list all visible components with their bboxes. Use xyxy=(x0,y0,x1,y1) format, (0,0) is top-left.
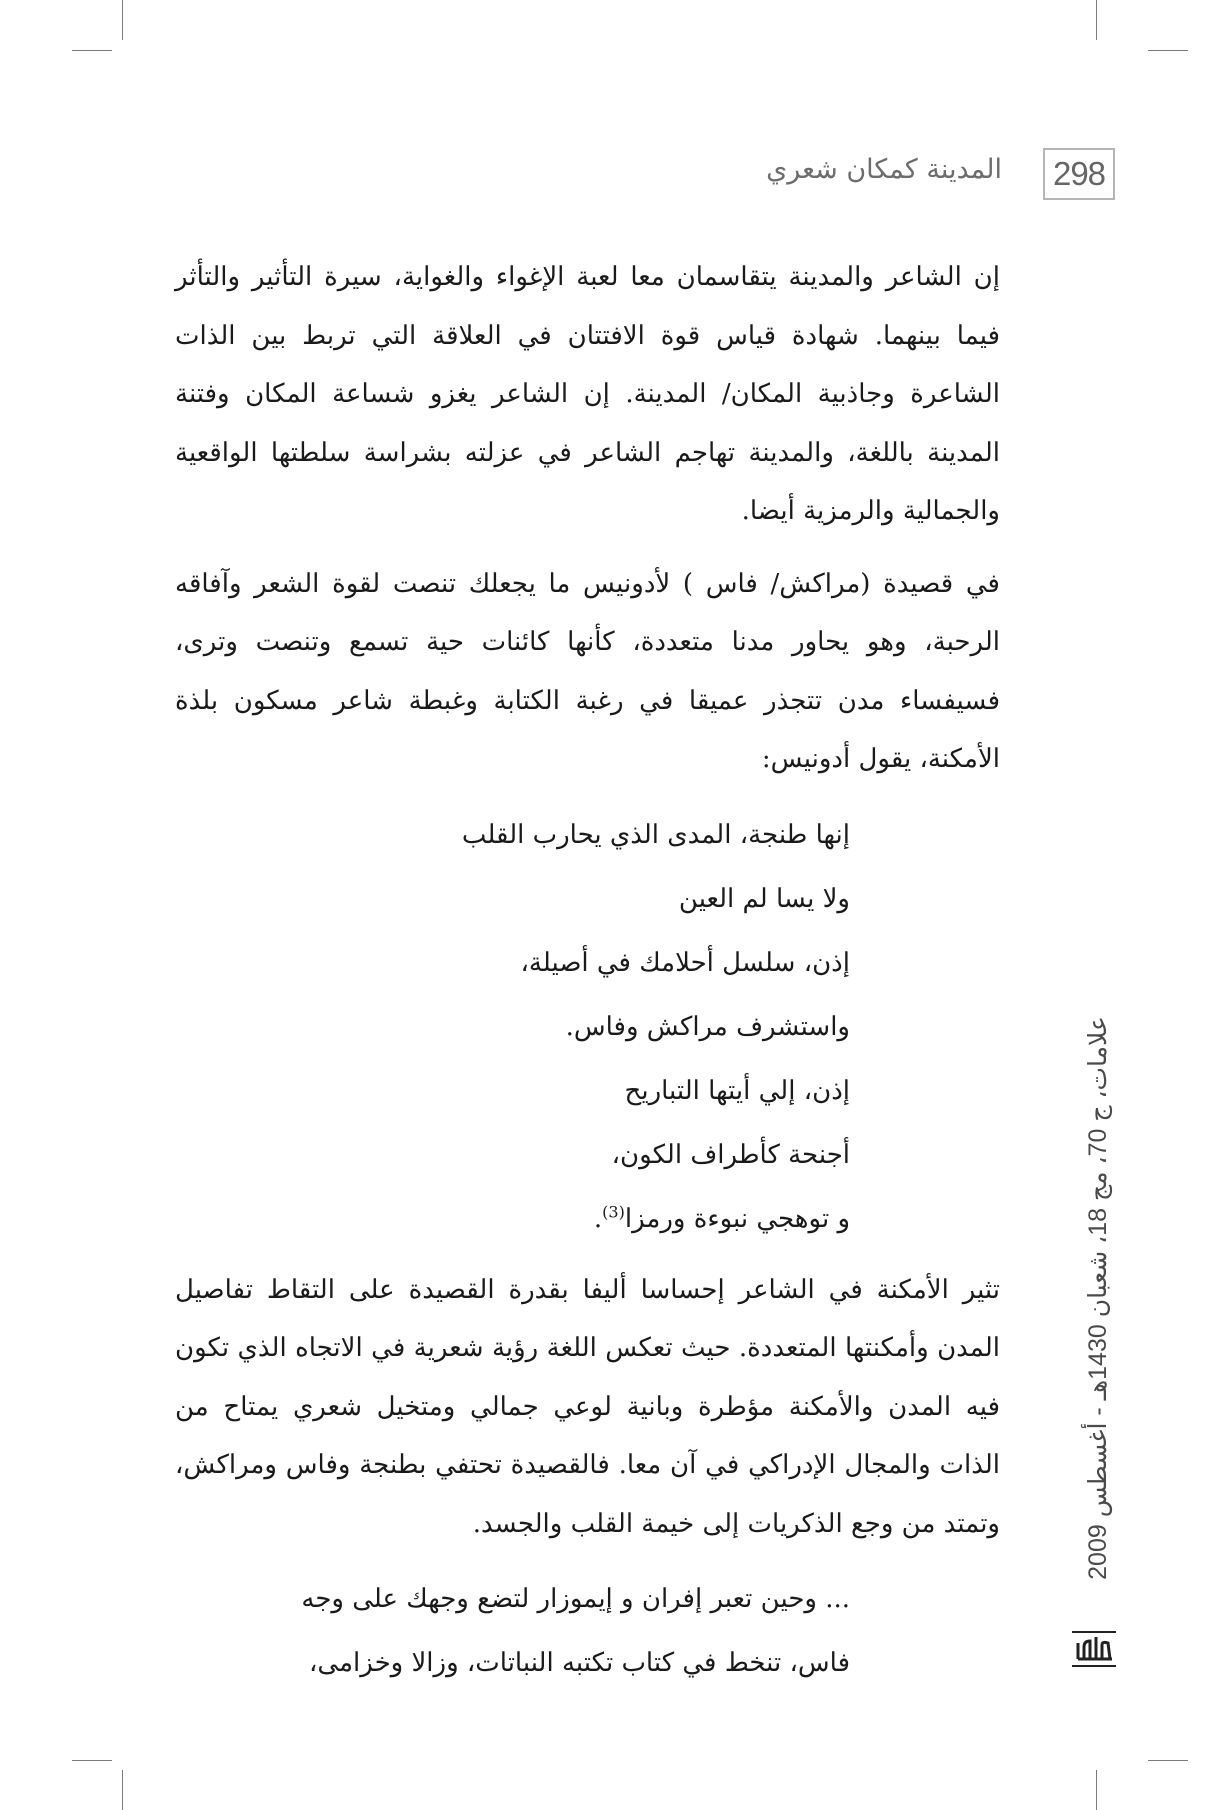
verse-line: ولا يسا لم العين xyxy=(678,883,850,914)
poem-excerpt-1 xyxy=(175,803,1000,1251)
running-title: المدينة كمكان شعري xyxy=(766,154,1002,185)
crop-mark xyxy=(72,1760,112,1761)
verse-line: إذن، سلسل أحلامك في أصيلة، xyxy=(520,947,850,978)
journal-citation: علامات، ج 70، مج 18، شعبان 1430هـ - أغسطس 2009 xyxy=(1084,1015,1113,1580)
verse-text: و توهجي نبوءة ورمزا xyxy=(624,1203,850,1234)
verse-line: واستشرف مراكش وفاس. xyxy=(565,1011,850,1042)
paragraph-2: في قصيدة (مراكش/ فاس ) لأدونيس ما يجعلك تنصت لقوة الشعر وآفاقه الرحبة، وهو يحاور مدنا متعددة، كأنها كائنات حية تسمع وتنصت وترى، فسيفساء مدن تتجذر عميقا في رغبة الكتابة وغبطة شاعر مسكون بلذة الأمكنة، يقول أدونيس: xyxy=(175,568,1000,774)
verse-line-last xyxy=(175,1187,850,1251)
verse-end-punct: . xyxy=(593,1203,603,1234)
paragraph-1: إن الشاعر والمدينة يتقاسمان معا لعبة الإغواء والغواية، سيرة التأثير والتأثر فيما بينهما. شهادة قياس قوة الافتتان في العلاقة التي تربط بين الذات الشاعرة وجاذبية المكان/ المدينة. إن الشاعر يغزو شساعة المكان وفتنة المدينة باللغة، والمدينة تهاجم الشاعر في عزلته بشراسة سلطتها الواقعية والجمالية والرمزية أيضا. xyxy=(175,262,1000,526)
page-header xyxy=(0,148,1220,208)
verse-line: فاس، تنخط في كتاب تكتبه النباتات، وزالا وخزامى، xyxy=(309,1648,850,1678)
crop-mark xyxy=(72,50,112,51)
crop-mark xyxy=(1096,0,1097,40)
verse-line: أجنحة كأطراف الكون، xyxy=(611,1139,850,1170)
crop-mark xyxy=(122,0,123,40)
crop-mark xyxy=(1148,1760,1188,1761)
journal-logo-icon xyxy=(1070,1625,1118,1673)
verse-line: ... وحين تعبر إفران و إيموزار لتضع وجهك على وجه xyxy=(301,1584,850,1614)
crop-mark xyxy=(1096,1770,1097,1810)
crop-mark xyxy=(122,1770,123,1810)
journal-footer xyxy=(1078,975,1118,1620)
footnote-ref: (3) xyxy=(602,1201,625,1221)
poem-excerpt-2 xyxy=(175,1567,1000,1695)
crop-mark xyxy=(1148,50,1188,51)
page-number: 298 xyxy=(1043,148,1115,200)
verse-line: إذن، إلي أيتها التباريح xyxy=(624,1075,850,1106)
verse-line: إنها طنجة، المدى الذي يحارب القلب xyxy=(461,819,850,850)
paragraph-3: تثير الأمكنة في الشاعر إحساسا أليفا بقدرة القصيدة على التقاط تفاصيل المدن وأمكنتها المتعددة. حيث تعكس اللغة رؤية شعرية في الاتجاه الذي تكون فيه المدن والأمكنة مؤطرة وبانية لوعي جمالي ومتخيل شعري يمتاح من الذات والمجال الإدراكي في آن معا. فالقصيدة تحتفي بطنجة وفاس ومراكش، وتمتد من وجع الذكريات إلى خيمة القلب والجسد. xyxy=(175,1274,1000,1539)
article-body xyxy=(175,248,1000,1695)
